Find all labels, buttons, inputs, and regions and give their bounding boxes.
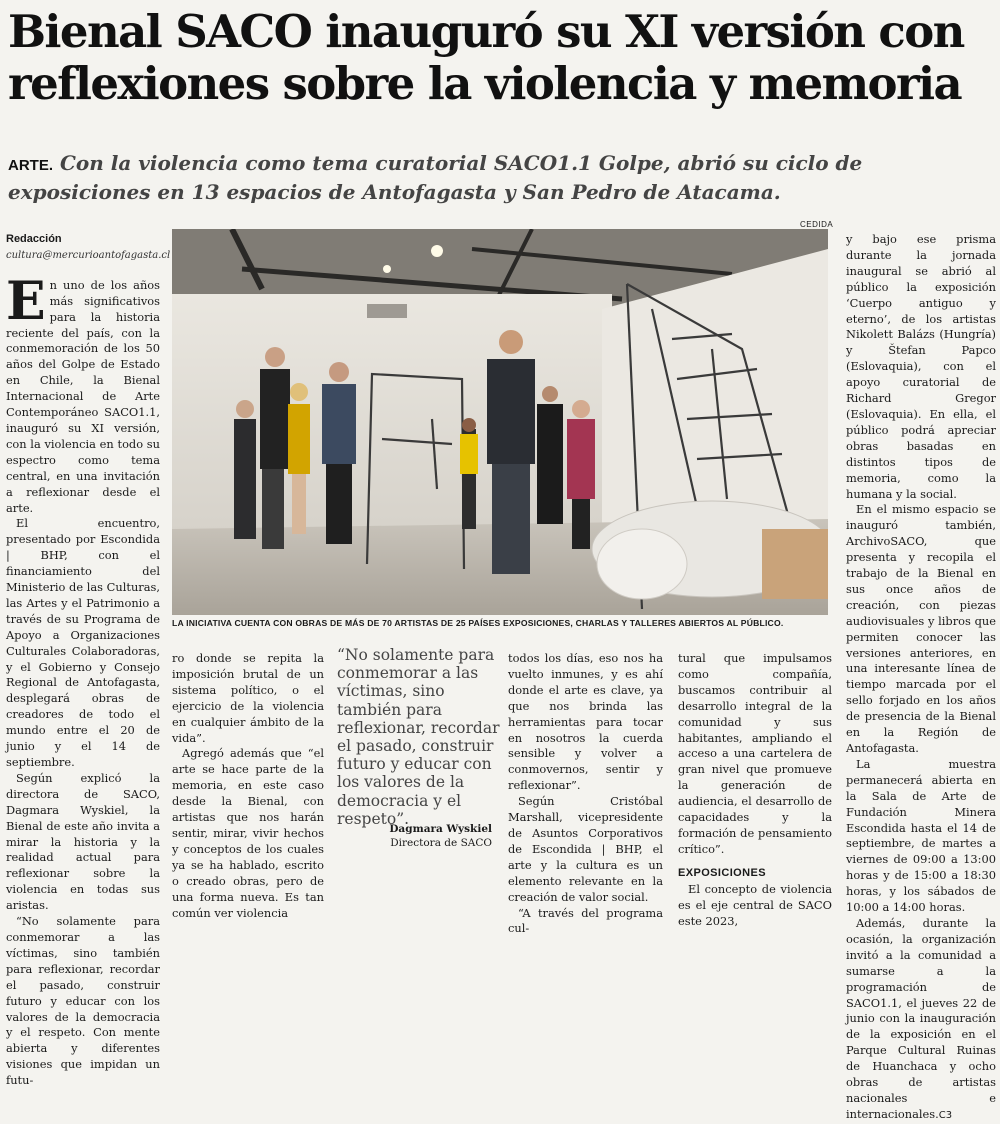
paragraph: En el mismo espacio se inauguró también, ArchivoSACO, que presenta y recopila el trabajo de la Bienal en sus once años de creación, con piezas audiovisuales y libros que permiten conocer las versiones anteriores, en una interesante línea de tiempo marcada por el sello forjado en los años de presencia de la Bienal en la Región de Antofagasta. (846, 502, 996, 755)
photo-credit: CEDIDA (800, 220, 834, 229)
paragraph: Según Cristóbal Marshall, vicepresidente de Asuntos Corporativos de Escondida | BHP, el arte y la cultura es un elemento relevante en la creación de valor social. (508, 794, 663, 904)
article-column-2 (172, 651, 324, 921)
paragraph: “No solamente para conmemorar a las víctimas, sino también para reflexionar, recordar el pasado, construir futuro y educar con los valores de la democracia y el respeto. Con mente abierta y diferentes visiones que impidan un futu- (6, 914, 160, 1088)
author-email[interactable]: cultura@mercurioantofagasta.cl (6, 249, 171, 261)
paragraph: todos los días, eso nos ha vuelto inmunes, y es ahí donde el arte es clave, ya que nos brinda las herramientas para tocar en nosotros la cuerda sensible y volver a conmovernos, sentir y reflexionar”. (508, 651, 663, 793)
paragraph: “A través del programa cul- (508, 905, 663, 936)
deck (8, 150, 993, 206)
quote-author-name: Dagmara Wyskiel (389, 823, 492, 835)
paragraph: ro donde se repita la imposición brutal de un sistema político, o el ejercicio de la violencia en cualquier ámbito de la vida”. (172, 651, 324, 745)
section-heading: EXPOSICIONES (678, 866, 766, 879)
deck-text: Con la violencia como tema curatorial SACO1.1 Golpe, abrió su ciclo de exposiciones en 13 espacios de Antofagasta y San Pedro de Atacama. (8, 151, 863, 204)
end-mark: C3 (938, 1109, 953, 1121)
drop-cap: E (6, 270, 46, 332)
article-column-5 (846, 232, 996, 1124)
paragraph: En uno de los años más significativos para la historia reciente del país, con la conmemoración de los 50 años del Golpe de Estado en Chile, la Bienal Internacional de Arte Contemporáneo SACO1.1, inauguró su XI versión, con la violencia en todo su espectro como tema central, en una invitación a reflexionar desde el arte. (6, 270, 160, 515)
paragraph: Agregó además que “el arte se hace parte de la memoria, en este caso desde la Bienal, con artistas que nos harán sentir, mirar, vivir hechos y conceptos de los cuales ya se ha hablado, escrito o creado obras, pero de una forma nueva. Es tan común ver violencia (172, 746, 324, 920)
pull-quote: “No solamente para conmemorar a las víctimas, sino también para reflexionar, recordar el pasado, construir futuro y educar con los valores de la democracia y el respeto”. (337, 646, 500, 828)
photo-caption: LA INICIATIVA CUENTA CON OBRAS DE MÁS DE 70 ARTISTAS DE 25 PAÍSES EXPOSICIONES, CHARLAS Y TALLERES ABIERTOS AL PÚBLICO. (172, 618, 784, 628)
paragraph: Además, durante la ocasión, la organización invitó a la comunidad a sumarse a la programación de SACO1.1, el jueves 22 de junio con la inauguración de la exposición en el Parque Cultural Ruinas de Huanchaca y ocho obras de artistas nacionales e internacionales.C3 (846, 915, 996, 1121)
article-column-4 (678, 651, 832, 929)
article-column-1 (6, 232, 171, 1089)
paragraph: La muestra permanecerá abierta en la Sala de Arte de Fundación Minera Escondida hasta el 14 de septiembre, de martes a viernes de 09:00 a 13:00 horas y de 15:00 a 18:30 horas, y los sábados de 10:00 a 14:00 horas. (846, 756, 996, 915)
paragraph: Según explicó la directora de SACO, Dagmara Wyskiel, la Bienal de este año invita a mirar la historia y la realidad actual para reflexionar sobre la violencia en todas sus aristas. (6, 770, 160, 913)
pull-quote-attribution (337, 822, 492, 850)
paragraph: El encuentro, presentado por Escondida | BHP, con el financiamiento del Ministerio de las Culturas, las Artes y el Patrimonio a través de su Programa de Apoyo a Organizaciones Culturales Colaboradoras, y el Gobierno y Consejo Regional de Antofagasta, desplegará obras de creadores de todo el mundo entre el 20 de junio y el 14 de septiembre. (6, 516, 160, 769)
headline: Bienal SACO inauguró su XI versión con reflexiones sobre la violencia y memoria (8, 5, 964, 110)
section-kicker: ARTE. (8, 157, 53, 174)
gallery-scene (172, 229, 828, 615)
exhibition-photo (172, 229, 828, 615)
paragraph: El concepto de violencia es el eje central de SACO este 2023, (678, 881, 832, 928)
paragraph: tural que impulsamos como compañía, buscamos contribuir al desarrollo integral de la comunidad y sus habitantes, ampliando el acceso a una cartelera de gran nivel que promueve la generación de audiencia, el desarrollo de capacidades y la formación de pensamiento crítico”. (678, 651, 832, 856)
quote-author-role: Directora de SACO (390, 837, 492, 849)
article-column-3 (508, 651, 663, 937)
byline: Redacción (6, 233, 62, 245)
paragraph: y bajo ese prisma durante la jornada inaugural se abrió al público la exposición ‘Cuerpo antiguo y eterno’, de los artistas Nikolett Balázs (Hungría) y Štefan Papco (Eslovaquia), con el apoyo curatorial de Richard Gregor (Eslovaquia). En ella, el público podrá apreciar obras basadas en distintos tipos de memoria, como la humana y la social. (846, 232, 996, 501)
